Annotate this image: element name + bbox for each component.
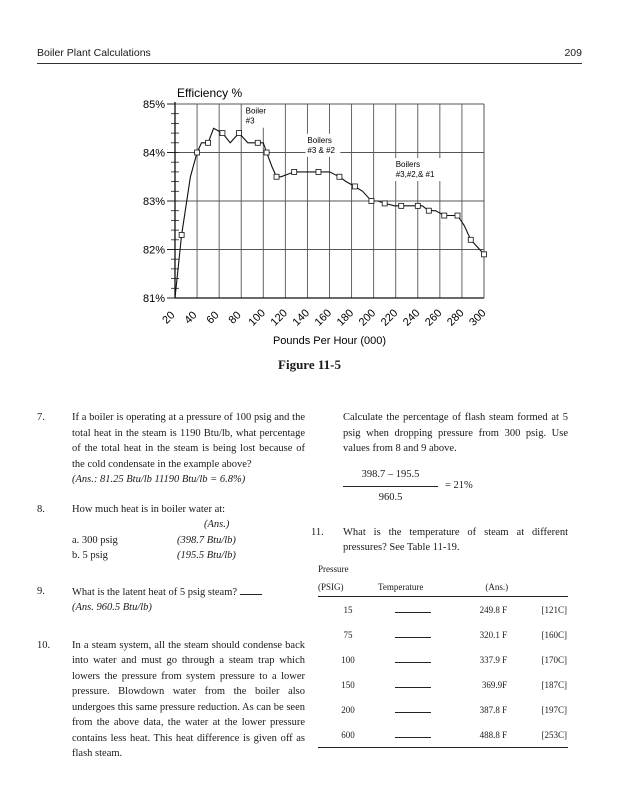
page-number: 209 (564, 47, 582, 59)
cell-psig: 200 (341, 704, 355, 715)
y-tick-label: 81% (142, 293, 165, 305)
cell-psig: 600 (318, 722, 378, 748)
right-column (311, 410, 568, 556)
cell-temp-f: 488.8 F (448, 722, 508, 748)
data-point-marker (352, 184, 357, 189)
x-tick-label: 20 (160, 309, 178, 327)
cell-psig: 15 (343, 604, 353, 615)
table-header-row (318, 560, 568, 578)
header-psig: (PSIG) (318, 578, 378, 597)
x-tick-label: 60 (204, 309, 222, 327)
y-tick-label: 84% (142, 147, 165, 160)
cell-temp-f: 337.9 F (479, 654, 508, 665)
annotation-label: #3 & #2 (307, 145, 336, 155)
fraction-bar (343, 486, 438, 487)
header-pressure: Pressure (318, 564, 349, 574)
annotation-label: #3 (245, 116, 255, 126)
running-header-title: Boiler Plant Calculations (37, 47, 151, 59)
data-point-marker (264, 150, 269, 155)
answer-blank (395, 679, 431, 688)
y-tick-label: 85% (142, 99, 165, 111)
cell-temp-c: [197C] (541, 704, 567, 715)
data-point-marker (292, 169, 297, 174)
cell-temp-c: [187C] (541, 679, 567, 690)
question-8 (37, 502, 305, 564)
answer-blank (240, 584, 262, 595)
answer-blank (395, 654, 431, 663)
table-row (318, 697, 568, 722)
answer-blank (395, 604, 431, 613)
question-answer: (Ans.: 81.25 Btu/lb 11190 Btu/lb = 6.8%) (72, 474, 246, 485)
question-answer: (Ans. 960.5 Btu/lb) (72, 602, 152, 613)
question-text: In a steam system, all the steam should condense back into water and must go through a steam trap which lowers the pressure from system pressure to a lower pressure. Blowdown water from the boiler also undergoes this same pressure reduction. As can be seen from the above data, the water at the lower pressure contains less heat. This heat difference is given off as flash steam. (72, 639, 305, 759)
x-tick-label: 100 (246, 307, 268, 329)
annotation-label: #3,#2,& #1 (395, 170, 435, 180)
cell-psig: 75 (343, 629, 353, 640)
chart-title: Efficiency % (177, 86, 243, 100)
cell-temp-f: 320.1 F (479, 629, 508, 640)
sub-label: a. 300 psig (72, 534, 118, 546)
table-row (318, 672, 568, 697)
data-point-marker (337, 174, 342, 179)
table-row (318, 622, 568, 647)
question-number: 7. (37, 412, 45, 423)
flash-steam-text: Calculate the percentage of flash steam formed at 5 psig when dropping pressure from 300 psig. Use values from 8 and 9 above. (343, 412, 568, 454)
answer-blank (395, 629, 431, 638)
data-point-marker (482, 252, 487, 257)
data-point-marker (179, 232, 184, 237)
data-point-marker (369, 199, 374, 204)
data-point-marker (220, 131, 225, 136)
question-11 (311, 525, 568, 556)
data-point-marker (382, 201, 387, 206)
x-axis-label: Pounds Per Hour (000) (272, 335, 387, 347)
cell-temp-f: 249.8 F (479, 604, 508, 615)
sub-value: (398.7 Btu/lb) (177, 534, 236, 546)
data-point-marker (468, 237, 473, 242)
question-number: 10. (37, 639, 51, 651)
x-tick-label: 40 (182, 309, 200, 327)
sub-answer-a (72, 533, 305, 549)
fraction-result: = 21% (445, 479, 473, 491)
pressure-temperature-table (318, 560, 568, 748)
table-row (318, 647, 568, 672)
answer-label: (Ans.) (204, 519, 230, 530)
data-point-marker (274, 174, 279, 179)
question-10 (37, 638, 305, 762)
question-7 (37, 410, 305, 488)
data-point-marker (455, 213, 460, 218)
annotation-label: Boiler (245, 106, 267, 116)
header-temperature: Temperature (378, 578, 448, 597)
x-tick-label: 140 (290, 307, 313, 329)
data-point-marker (399, 203, 404, 208)
cell-temp-c: [170C] (541, 654, 567, 665)
question-text: What is the latent heat of 5 psig steam? (72, 586, 238, 598)
question-9 (37, 584, 305, 616)
data-point-marker (415, 203, 420, 208)
answer-blank (395, 729, 431, 738)
cell-psig: 150 (341, 679, 355, 690)
x-tick-label: 280 (445, 307, 467, 329)
x-tick-label: 200 (356, 307, 379, 329)
header-ans: (Ans.) (448, 578, 508, 597)
table-row (318, 722, 568, 748)
annotation-label: Boilers (307, 135, 332, 145)
sub-label: b. 5 psig (72, 550, 108, 561)
data-point-marker (316, 169, 321, 174)
x-tick-label: 300 (467, 307, 489, 329)
table-header-row (318, 578, 568, 597)
question-text: How much heat is in boiler water at: (72, 503, 226, 515)
question-number: 8. (37, 503, 45, 515)
fraction-numerator: 398.7 – 195.5 (361, 468, 420, 480)
left-column (37, 410, 305, 776)
cell-psig: 100 (341, 654, 355, 665)
sub-value: (195.5 Btu/lb) (177, 550, 236, 561)
data-point-marker (442, 213, 447, 218)
data-point-marker (195, 150, 200, 155)
cell-temp-f: 369.9F (481, 679, 508, 690)
flash-steam-fraction (343, 467, 568, 507)
x-tick-label: 180 (334, 307, 357, 329)
x-tick-label: 120 (268, 307, 290, 329)
data-point-marker (255, 140, 260, 145)
figure-caption: Figure 11-5 (278, 357, 341, 372)
question-text: If a boiler is operating at a pressure of 100 psig and the total heat in the steam is 1190 Btu/lb, what percentage of the total heat in the steam is being lost because of the cold condensate in the example above? (72, 412, 305, 470)
answer-blank (395, 704, 431, 713)
question-number: 9. (37, 585, 45, 597)
data-point-marker (206, 140, 211, 145)
cell-temp-c: [253C] (508, 722, 568, 748)
x-tick-label: 240 (400, 307, 423, 329)
x-tick-label: 260 (423, 307, 445, 329)
x-tick-label: 160 (312, 307, 335, 329)
data-point-marker (237, 131, 242, 136)
y-tick-label: 83% (142, 196, 165, 208)
annotation-label: Boilers (395, 160, 421, 170)
x-tick-label: 220 (378, 307, 401, 329)
table-row (318, 597, 568, 623)
cell-temp-f: 387.8 F (479, 704, 508, 715)
cell-temp-c: [121C] (541, 604, 567, 615)
question-number: 11. (311, 526, 324, 538)
sub-answer-b (72, 548, 305, 564)
efficiency-chart (0, 0, 619, 360)
question-text-line (72, 584, 305, 601)
data-point-marker (426, 208, 431, 213)
question-text: What is the temperature of steam at different pressures? See Table 11-19. (343, 526, 568, 553)
cell-temp-c: [160C] (541, 629, 567, 640)
y-tick-label: 82% (142, 244, 165, 257)
fraction-denominator: 960.5 (378, 491, 403, 503)
x-tick-label: 80 (226, 309, 244, 327)
